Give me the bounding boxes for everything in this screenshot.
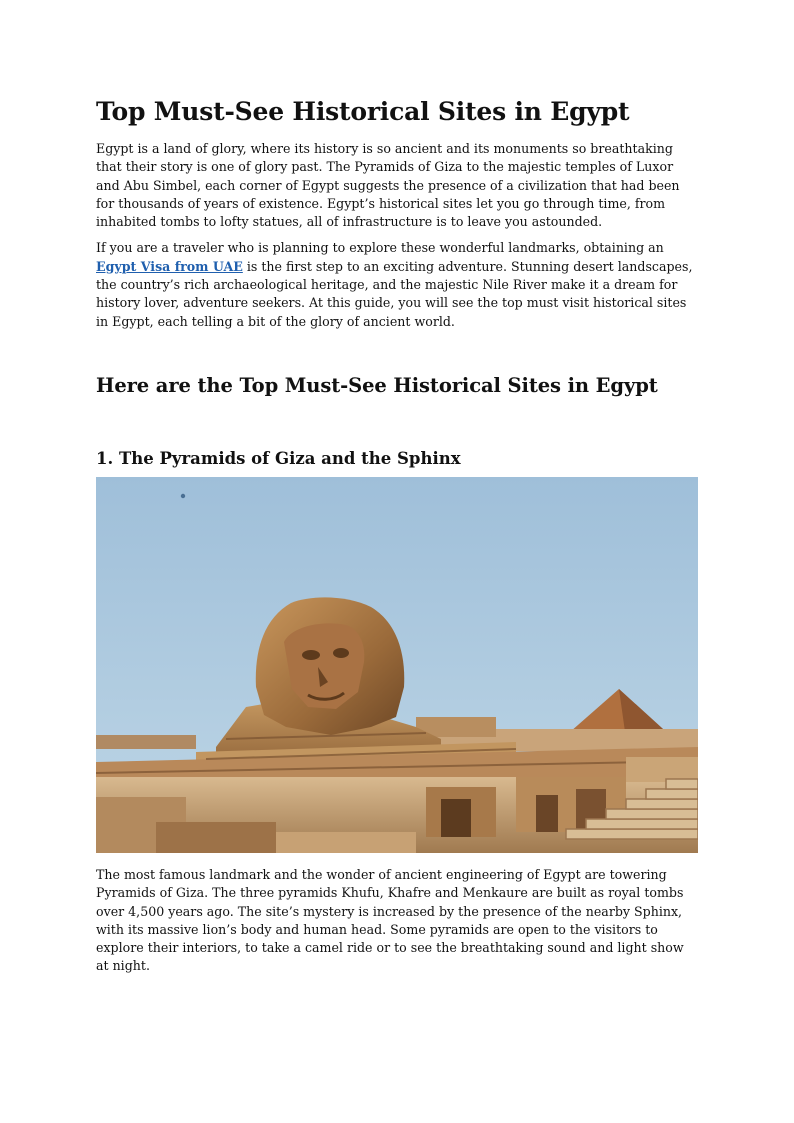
section-heading: Here are the Top Must-See Historical Sites in Egypt <box>96 373 658 397</box>
site-heading-giza: 1. The Pyramids of Giza and the Sphinx <box>96 448 461 468</box>
egypt-visa-link[interactable]: Egypt Visa from UAE <box>96 258 243 274</box>
site-description-giza: The most famous landmark and the wonder of ancient engineering of Egypt are towering Pyramids of Giza. The three pyramids Khufu, Khafre and Menkaure are built as royal tombs over 4,500 years ago. The site’s mystery is increased by the presence of the nearby Sphinx, with its massive lion’s body and human head. Some pyramids are open to the visitors to explore their interiors, to take a camel ride or to see the breathtaking sound and light show at night. <box>96 866 684 974</box>
bird-speck <box>181 494 185 498</box>
visa-paragraph <box>96 239 698 330</box>
sphinx-illustration <box>96 477 698 853</box>
document-page <box>96 94 698 976</box>
visa-paragraph-text-before: If you are a traveler who is planning to explore these wonderful landmarks, obtaining an <box>96 240 664 256</box>
article-title: Top Must-See Historical Sites in Egypt <box>96 97 630 126</box>
intro-paragraph: Egypt is a land of glory, where its history is so ancient and its monuments so breathtaking that their story is one of glory past. The Pyramids of Giza to the majestic temples of Luxor and Abu Simbel, each corner of Egypt suggests the presence of a civilization that had been for thousands of years of existence. Egypt’s historical sites let you go through time, from inhabited tombs to lofty statues, all of infrastructure is to leave you astounded. <box>96 141 680 230</box>
visa-paragraph-text-after: is the first step to an exciting adventure. Stunning desert landscapes, the country’s rich archaeological heritage, and the majestic Nile River make it a dream for history lover, adventure seekers. At this guide, you will see the top must visit historical sites in Egypt, each telling a bit of the glory of ancient world. <box>96 258 693 329</box>
sphinx-pyramid-photo <box>96 477 698 853</box>
